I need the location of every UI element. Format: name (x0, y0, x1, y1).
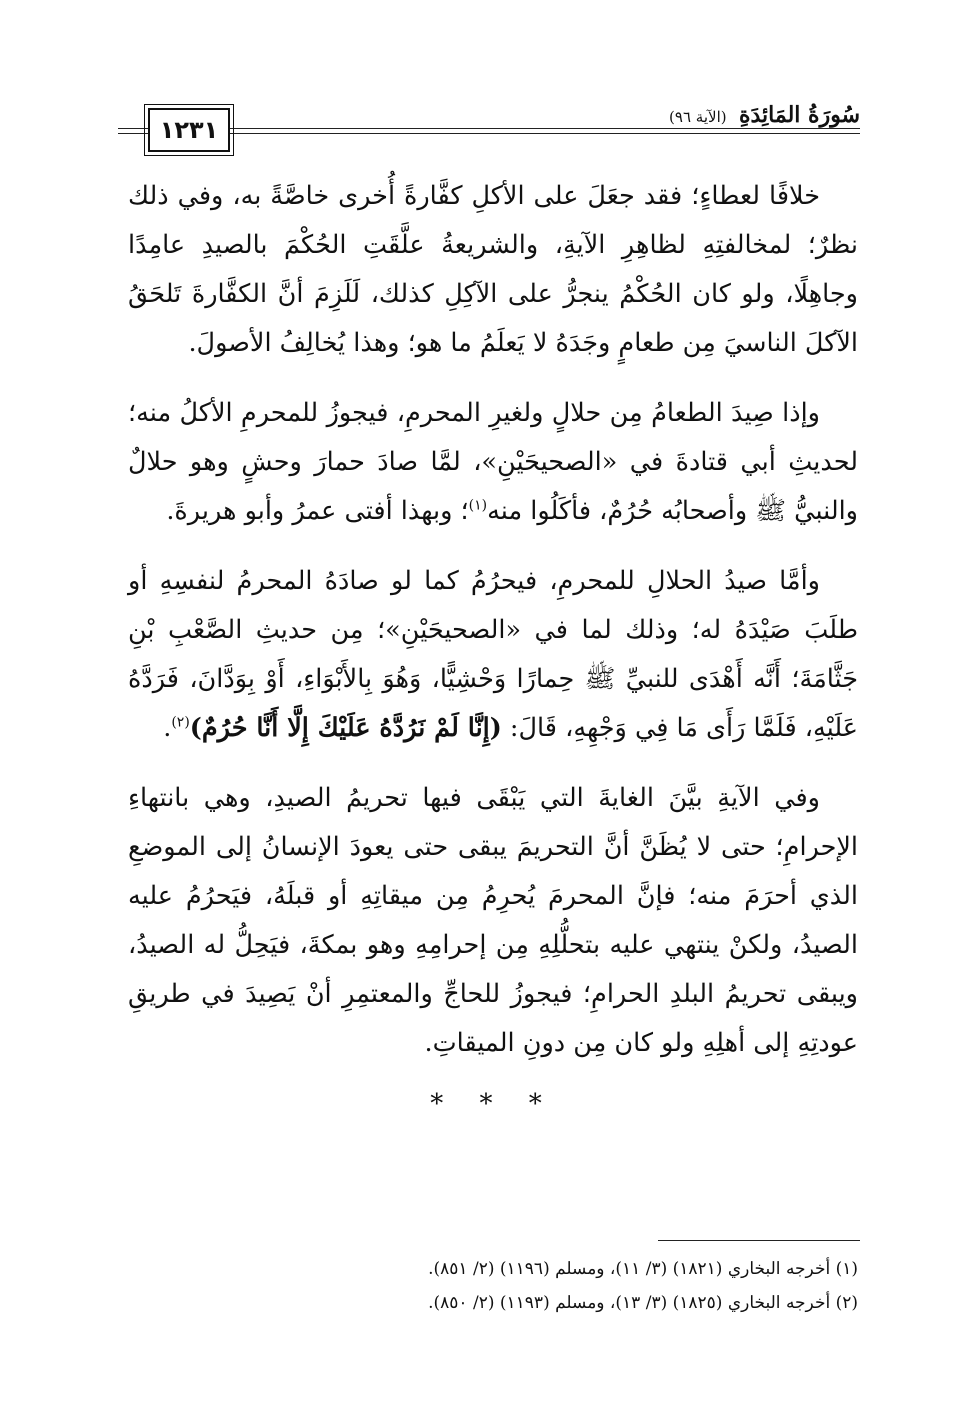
paragraph-3 (128, 557, 858, 753)
page-number: ١٢٣١ (159, 116, 219, 144)
surah-name: سُورَةُ المَائِدَةِ (738, 102, 860, 128)
page-number-box (148, 108, 230, 152)
paragraph-2-text-end: ؛ وبهذا أفتى عمرُ وأبو هريرةَ. (166, 496, 469, 526)
paragraph-3-text: وأمَّا صيدُ الحلالِ للمحرمِ، فيحرُمُ كما لو صادَهُ المحرمُ لنفسِهِ أو طلَبَ صَيْدَهُ له؛ وذلك لما في «الصحيحَيْنِ»؛ مِن حديثِ الصَّعْبِ بْنِ جَثَّامَةَ؛ أَنَّه أَهْدَى للنبيِّ ﷺ حِمارًا وَحْشِيًّا، وَهُوَ بِالأَبْوَاءِ، أَوْ بِوَدَّانَ، فَرَدَّهُ عَلَيْهِ، فَلَمَّا رَأَى مَا فِي وَجْهِهِ، قَالَ: (128, 566, 858, 743)
paragraph-1: خلافًا لعطاءٍ؛ فقد جعَلَ على الأكلِ كفَّارةً أُخرى خاصَّةً به، وفي ذلك نظرٌ؛ لمخالفتِهِ لظاهِرِ الآيةِ، والشريعةُ علَّقَتِ الحُكْمَ بالصيدِ عامِدًا وجاهِلًا، ولو كان الحُكْمُ ينجرُّ على الآكِلِ كذلك، لَلَزِمَ أنَّ الكفَّارةَ تَلحَقُ الآكلَ الناسيَ مِن طعامٍ وجَدَهُ لا يَعلَمُ ما هو؛ وهذا يُخالِفُ الأصولَ. (128, 181, 858, 358)
footnote-marker-2: (٢) (171, 714, 190, 731)
paragraph-2-text: وإذا صِيدَ الطعامُ مِن حلالٍ ولغيرِ المحرمِ، فيجوزُ للمحرمِ الأكلُ منه؛ لحديثِ أبي قتادةَ في «الصحيحَيْنِ»، لمَّا صادَ حمارَ وحشٍ وهو حلالٌ والنبيُّ ﷺ وأصحابُه حُرُمٌ، فأكَلُوا منه (128, 398, 858, 526)
footnote-2: (٢) أخرجه البخاري (١٨٢٥) (٣/ ١٣)، ومسلم (١١٩٣) (٢/ ٨٥٠). (428, 1293, 858, 1313)
footnote-marker-1: (١) (468, 497, 488, 514)
footnote-1: (١) أخرجه البخاري (١٨٢١) (٣/ ١١)، ومسلم (١١٩٦) (٢/ ٨٥١). (428, 1259, 858, 1279)
ayah-reference: (الآية ٩٦) (669, 108, 727, 126)
running-title (659, 102, 860, 128)
footnote-rule (658, 1240, 860, 1241)
hadith-quote: (إِنَّا لَمْ نَرُدَّهُ عَلَيْكَ إِلَّا أَنَّا حُرُمٌ) (189, 713, 502, 743)
main-text (128, 172, 858, 1119)
paragraph-3-text-end: . (163, 713, 172, 743)
paragraph-2 (128, 389, 858, 536)
footnotes (200, 1252, 858, 1320)
section-separator: * * * (430, 1089, 556, 1119)
page-header (118, 98, 860, 158)
paragraph-4: وفي الآيةِ بيَّنَ الغايةَ التي يَبْقَى فيها تحريمُ الصيدِ، وهي بانتهاءِ الإحرامِ؛ حتى لا يُظَنَّ أنَّ التحريمَ يبقى حتى يعودَ الإنسانُ إلى الموضعِ الذي أحرَمَ منه؛ فإنَّ المحرمَ يُحرِمُ مِن ميقاتِهِ أو قبلَهُ، فيَحرُمُ عليه الصيدُ، ولكنْ ينتهي عليه بتحلُّلِهِ مِن إحرامِهِ وهو بمكةَ، فيَحِلُّ له الصيدُ، ويبقى تحريمُ البلدِ الحرامِ؛ فيجوزُ للحاجِّ والمعتمِرِ أنْ يَصِيدَ في طريقِ عودتِهِ إلى أهلِهِ ولو كان مِن دونِ الميقاتِ. (128, 783, 858, 1058)
